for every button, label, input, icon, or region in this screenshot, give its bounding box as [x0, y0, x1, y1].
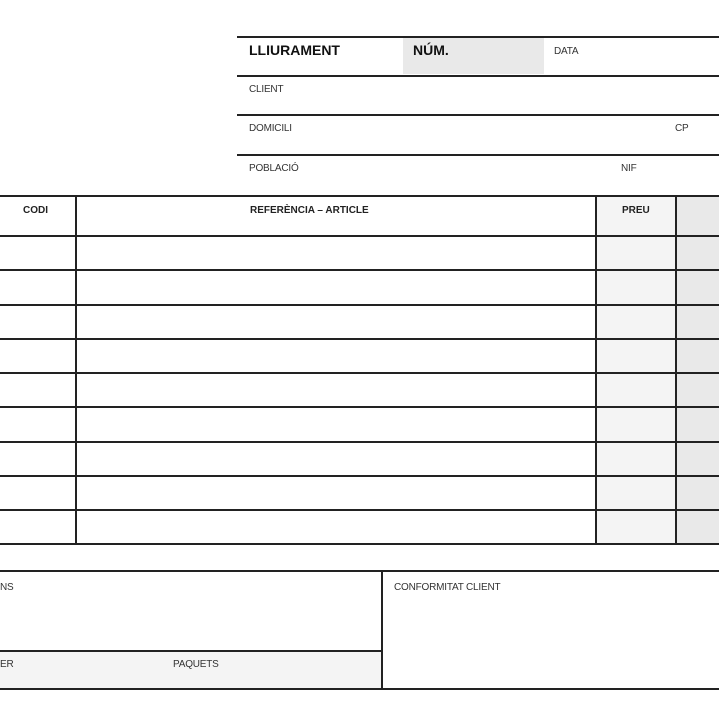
carrier-label: ER [0, 659, 14, 670]
footer-top-line [0, 570, 719, 572]
table-row[interactable] [0, 374, 719, 406]
table-row[interactable] [0, 306, 719, 338]
address-label: DOMICILI [249, 123, 292, 134]
column-header-code: CODI [23, 205, 48, 216]
observations-label: NS [0, 582, 14, 593]
date-label: DATA [554, 46, 579, 57]
client-field[interactable] [300, 77, 719, 114]
customer-signature-area[interactable] [384, 598, 719, 686]
table-row[interactable] [0, 511, 719, 543]
address-field[interactable] [305, 116, 665, 153]
number-field[interactable] [460, 38, 544, 74]
postal-code-field[interactable] [692, 116, 719, 153]
carrier-line [0, 650, 383, 652]
packages-field[interactable] [225, 653, 380, 687]
table-row[interactable] [0, 443, 719, 475]
footer-bottom-line [0, 688, 719, 690]
date-field[interactable] [590, 38, 719, 74]
table-row[interactable] [0, 237, 719, 269]
table-row[interactable] [0, 271, 719, 304]
table-row[interactable] [0, 340, 719, 372]
tax-id-label: NIF [621, 163, 637, 174]
table-row[interactable] [0, 477, 719, 509]
town-label: POBLACIÓ [249, 163, 299, 174]
client-label: CLIENT [249, 84, 284, 95]
footer-divider [381, 570, 383, 690]
number-label: NÚM. [413, 42, 449, 58]
customer-conformity-label: CONFORMITAT CLIENT [394, 582, 501, 593]
postal-code-label: CP [675, 123, 689, 134]
observations-field[interactable] [0, 596, 380, 648]
table-top-line [0, 195, 719, 197]
document-title: LLIURAMENT [249, 42, 340, 58]
packages-label: PAQUETS [173, 659, 219, 670]
town-field[interactable] [310, 156, 610, 194]
column-header-reference: REFERÈNCIA – ARTICLE [250, 205, 369, 216]
tax-id-field[interactable] [642, 156, 719, 194]
table-row[interactable] [0, 408, 719, 441]
table-bottom-line [0, 543, 719, 545]
column-header-price: PREU [622, 205, 650, 216]
